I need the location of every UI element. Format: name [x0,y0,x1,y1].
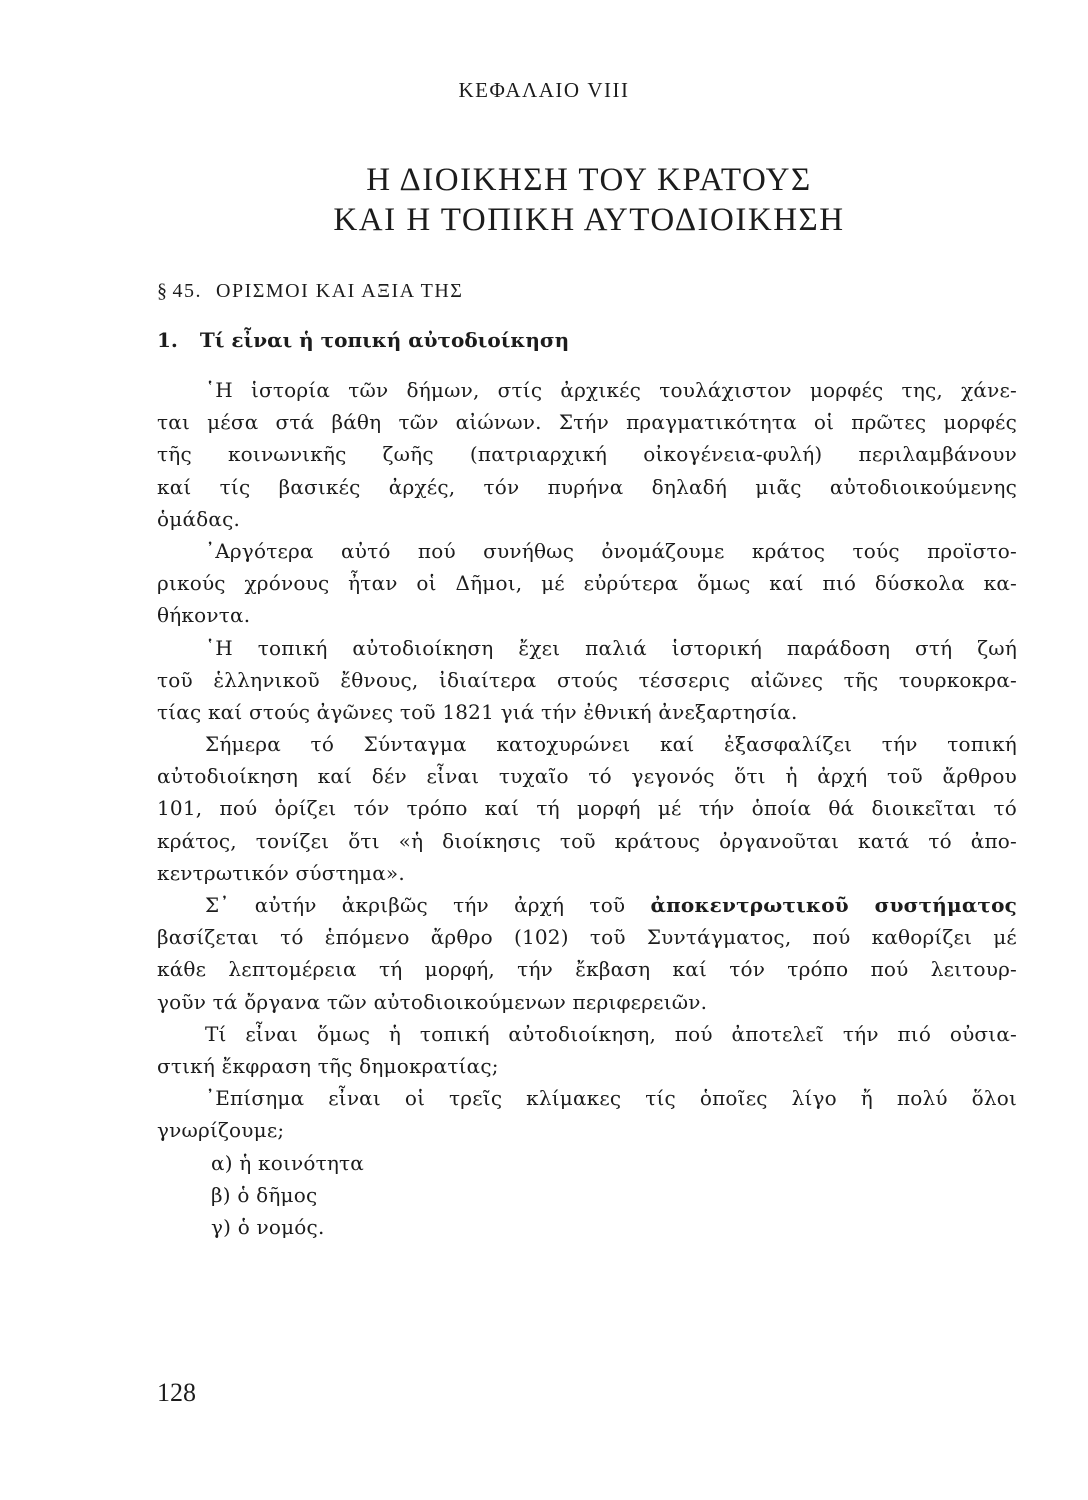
text-line: κεντρωτικόν σύστημα». [157,860,405,885]
section-heading [157,280,463,303]
text-line: βασίζεται τό ἑπόμενο ἄρθρο (102) τοῦ Συντάγματος, πού καθορίζει μέ [157,925,1017,950]
text-line: Τί εἶναι ὅμως ἡ τοπική αὐτοδιοίκηση, πού ἀποτελεῖ τήν πιό οὐσια- [205,1021,1017,1046]
text-line: ται μέσα στά βάθη τῶν αἰώνων. Στήν πραγματικότητα οἱ πρῶτες μορφές [157,410,1017,435]
chapter-title [0,160,1088,240]
text-line: κράτος, τονίζει ὅτι «ἡ διοίκησις τοῦ κράτους ὀργανοῦται κατά τό ἀπο- [157,828,1017,853]
section-symbol: § [157,280,169,302]
body-text [157,374,1017,1243]
chapter-title-line-2: ΚΑΙ Η ΤΟΠΙΚΗ ΑΥΤΟΔΙΟΙΚΗΣΗ [333,202,845,238]
text-line: καί τίς βασικές ἀρχές, τόν πυρήνα δηλαδή μιᾶς αὐτοδιοικούμενης [157,474,1017,499]
list-item: α) ἡ κοινότητα [211,1150,365,1175]
page-number: 128 [157,1378,196,1407]
list-item: γ) ὁ νομός. [211,1214,325,1239]
text-line [157,889,1017,921]
list-item: β) ὁ δῆμος [211,1182,318,1207]
subsection-title: Τί εἶναι ἡ τοπική αὐτοδιοίκηση [199,328,570,352]
text-line: 101, πού ὁρίζει τόν τρόπο καί τή μορφή μέ τήν ὁποία θά διοικεῖται τό [157,796,1017,821]
text-line: ᾿Επίσημα εἶναι οἱ τρεῖς κλίμακες τίς ὁποῖες λίγο ἤ πολύ ὅλοι [205,1086,1017,1111]
text-line: ῾Η ἱστορία τῶν δήμων, στίς ἀρχικές τουλάχιστον μορφές της, χάνε- [205,378,1017,402]
text-line: στική ἔκφραση τῆς δημοκρατίας; [157,1053,499,1078]
section-number: 45. [172,280,202,302]
text-line: τῆς κοινωνικῆς ζωῆς (πατριαρχική οἰκογένεια-φυλή) περιλαμβάνουν [157,442,1017,467]
text-line: γνωρίζουμε; [157,1118,285,1143]
text-line: ᾿Αργότερα αὐτό πού συνήθως ὀνομάζουμε κράτος τούς προϊστο- [205,538,1017,563]
section-title: ΟΡΙΣΜΟΙ ΚΑΙ ΑΞΙΑ ΤΗΣ [216,280,464,302]
text-line: αὐτοδιοίκηση καί δέν εἶναι τυχαῖο τό γεγονός ὅτι ἡ ἀρχή τοῦ ἄρθρου [157,764,1017,789]
text-line: θήκοντα. [157,603,251,628]
text-line: Σήμερα τό Σύνταγμα κατοχυρώνει καί ἐξασφαλίζει τήν τοπική [205,732,1017,757]
text-line: ρικούς χρόνους ἦταν οἱ Δῆμοι, μέ εὐρύτερα ὅμως καί πιό δύσκολα κα- [157,571,1017,596]
text-line: τίας καί στούς ἀγῶνες τοῦ 1821 γιά τήν ἐθνική ἀνεξαρτησία. [157,699,798,724]
text-line: ῾Η τοπική αὐτοδιοίκηση ἔχει παλιά ἱστορική παράδοση στή ζωή [205,635,1017,660]
text-fragment: Σ᾿ αὐτήν ἀκριβῶς τήν ἀρχή τοῦ [205,893,626,917]
chapter-label: ΚΕΦΑΛΑΙΟ VIII [458,78,630,102]
text-line: τοῦ ἑλληνικοῦ ἔθνους, ἰδιαίτερα στούς τέσσερις αἰῶνες τῆς τουρκοκρα- [157,667,1017,692]
text-line: κάθε λεπτομέρεια τή μορφή, τήν ἔκβαση καί τόν τρόπο πού λειτουρ- [157,957,1017,982]
chapter-title-line-1: Η ΔΙΟΙΚΗΣΗ ΤΟΥ ΚΡΑΤΟΥΣ [366,162,812,198]
text-line: ὁμάδας. [157,506,241,531]
subsection-heading [157,328,569,352]
text-line: γοῦν τά ὄργανα τῶν αὐτοδιοικούμενων περιφερειῶν. [157,989,708,1014]
emphasized-term: ἀποκεντρωτικοῦ συστήματος [650,893,1018,917]
subsection-number: 1. [157,328,178,352]
